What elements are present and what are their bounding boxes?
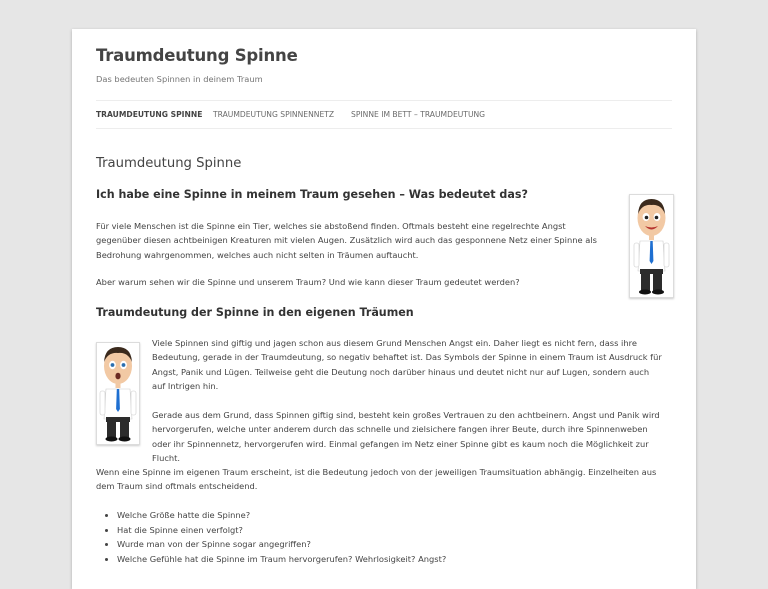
question-list (96, 508, 677, 566)
main-navigation (96, 100, 672, 129)
list-item: • Hat die Spinne einen verfolgt? (117, 523, 677, 538)
paragraph-question: Aber warum sehen wir die Spinne und unserem Traum? Und wie kann dieser Traum gedeutet werden? (96, 277, 520, 287)
list-item: • Welche Gefühle hat die Spinne im Traum hervorgerufen? Wehrlosigkeit? Angst? (117, 552, 677, 567)
section-heading-2: Traumdeutung der Spinne in den eigenen Träumen (96, 306, 414, 319)
businessman-smiling-illustration (630, 195, 673, 297)
list-item: • Wurde man von der Spinne sogar angegriffen? (117, 537, 677, 552)
site-description: Das bedeuten Spinnen in deinem Traum (96, 74, 263, 84)
paragraph-spinnen-giftig: Viele Spinnen sind giftig und jagen schon aus diesem Grund Menschen Angst ein. Daher liegt es nicht fern, dass ihre Bedeutung, gerade in der Traumdeutung, so negativ behaftet ist. Das Symbols der Spinne in einem Traum ist Ausdruck für Angst, Panik und Lügen. Teilweise geht die Deutung noch darüber hinaus und deutet nicht nur auf Lugen, sondern auch auf Intrigen hin. (152, 338, 662, 391)
section-heading-1: Ich habe eine Spinne in meinem Traum gesehen – Was bedeutet das? (96, 188, 528, 201)
list-item: • Welche Größe hatte die Spinne? (117, 508, 677, 523)
entry-title: Traumdeutung Spinne (96, 156, 242, 171)
businessman-surprised-illustration (97, 343, 139, 444)
site-title[interactable]: Traumdeutung Spinne (96, 46, 298, 65)
paragraph-intro: Für viele Menschen ist die Spinne ein Tier, welches sie abstoßend finden. Oftmals besteht eine regelrechte Angst gegenüber diesen achtbeinigen Kreaturen mit vielen Augen. Zusätzlich wird auch das gesponnene Netz einer Spinne als Bedrohung wahrgenommen, welches auch nicht selten in Träumen auftaucht. (96, 221, 597, 260)
figure-businessman-surprised (96, 342, 140, 445)
nav-item-spinne-im-bett[interactable]: SPINNE IM BETT – TRAUMDEUTUNG (351, 110, 486, 119)
paragraph-traumsituation: Wenn eine Spinne im eigenen Traum erscheint, ist die Bedeutung jedoch von der jeweiligen Traumsituation abhängig. Einzelheiten aus dem Traum sind oftmals entscheidend. (96, 467, 657, 492)
paragraph-vertrauen: Gerade aus dem Grund, dass Spinnen giftig sind, besteht kein großes Vertrauen zu den achtbeinern. Angst und Panik wird hervorgerufen, welche unter anderem durch das schnelle und zielsichere fangen ihrer Beute, durch ihre Spinnenweben oder ihr Spinnennetz, hervorgerufen wird. Einmal gefangen im Netz einer Spinne gibt es kaum noch die Möglichkeit zur Flucht. (152, 410, 660, 463)
nav-item-traumdeutung-spinne[interactable]: TRAUMDEUTUNG SPINNE (96, 110, 203, 119)
nav-item-traumdeutung-spinnennetz[interactable]: TRAUMDEUTUNG SPINNENNETZ (213, 110, 335, 119)
figure-businessman-smiling (629, 194, 674, 298)
page-container (72, 29, 696, 589)
